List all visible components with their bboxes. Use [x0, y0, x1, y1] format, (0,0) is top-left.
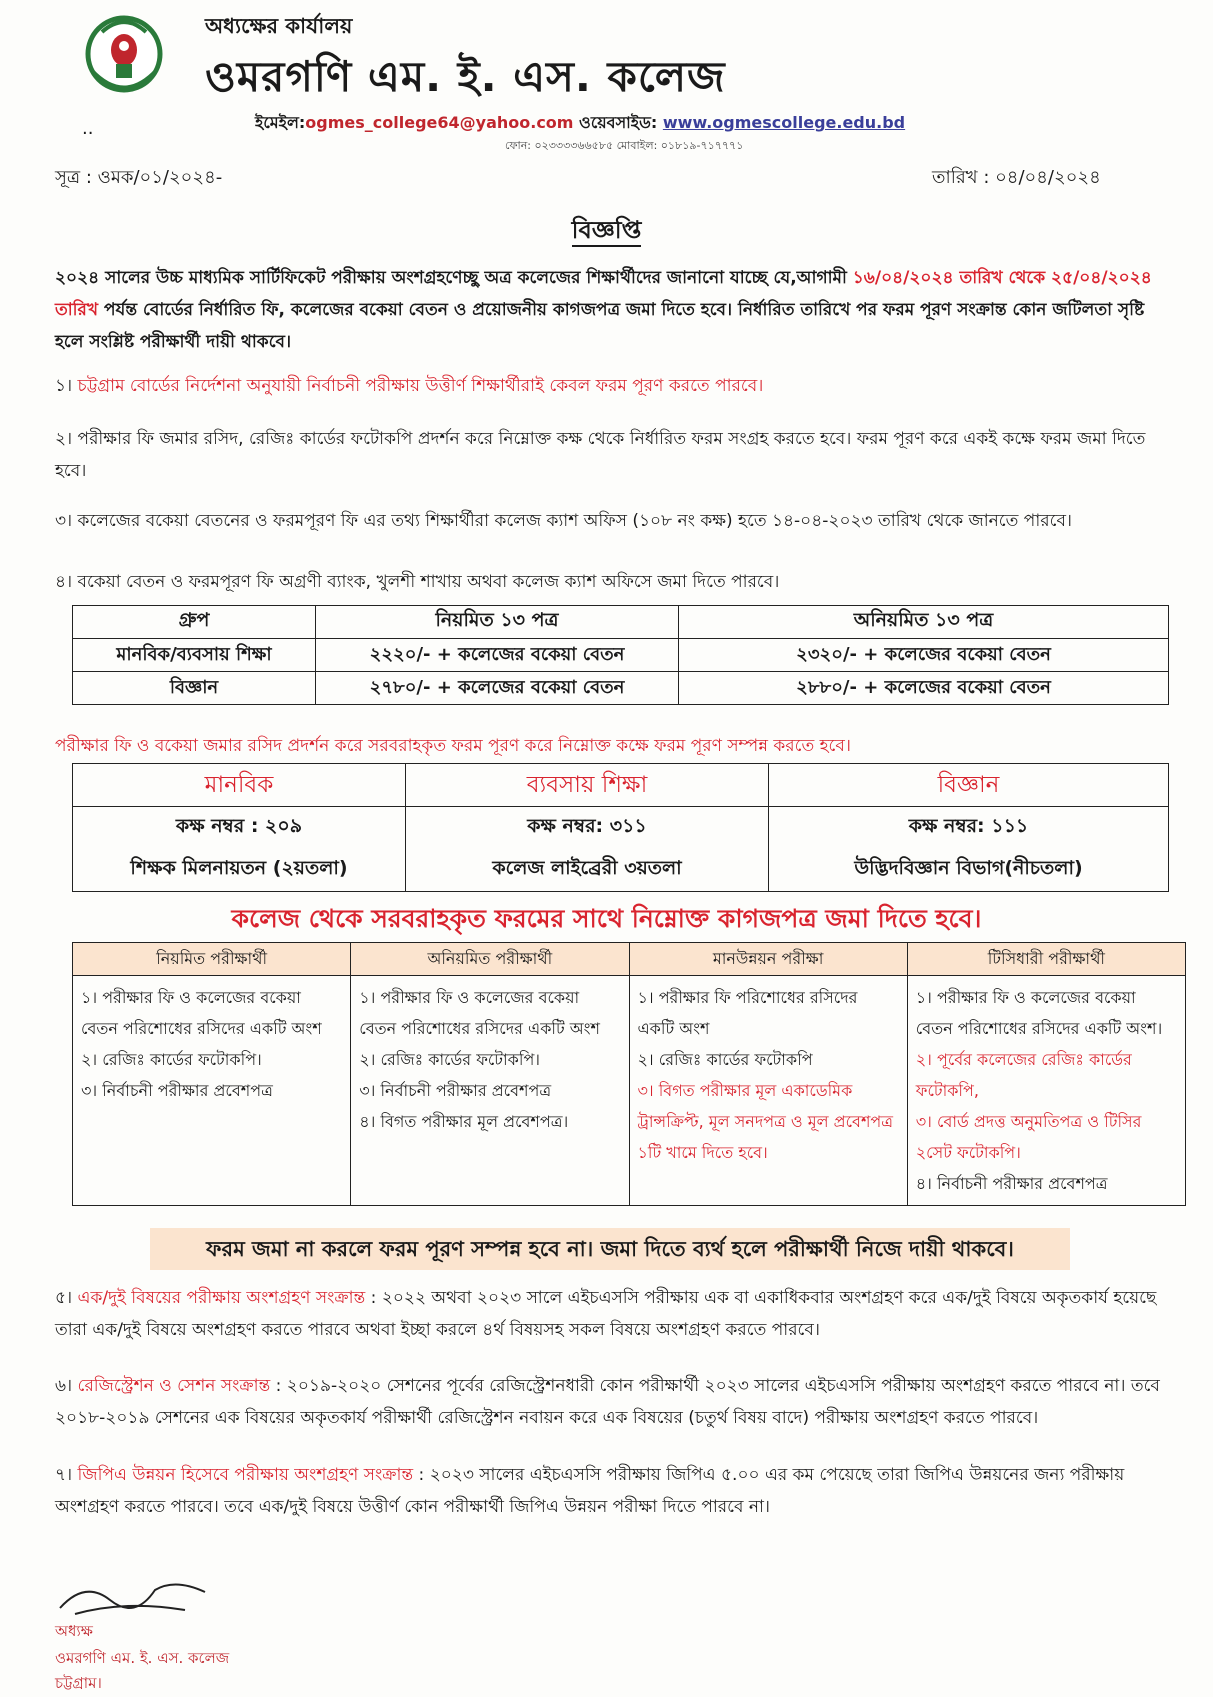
point-6-heading: রেজিস্ট্রেশন ও সেশন সংক্রান্ত — [77, 1376, 271, 1396]
list-item: ৩। নির্বাচনী পরীক্ষার প্রবেশপত্র — [359, 1081, 552, 1100]
docs-header-irregular: অনিয়মিত পরীক্ষার্থী — [351, 943, 629, 976]
list-item: ১। পরীক্ষার ফি ও কলেজের বকেয়া বেতন পরিশোধের রসিদের একটি অংশ — [81, 988, 322, 1038]
intro-dates: ১৬/০৪/২০২৪ তারিখ থেকে ২৫/০৪/২০২৪ তারিখ — [55, 268, 1152, 320]
table-row — [73, 639, 1169, 672]
fee-header-irregular: অনিয়মিত ১৩ পত্র — [679, 606, 1169, 639]
dots: .. — [82, 118, 94, 139]
point-5-text: : ২০২২ অথবা ২০২৩ সালে এইচএসসি পরীক্ষায় এক বা একাধিকবার অংশগ্রহণ করে এক/দুই বিষয়ে অকৃতকার্য হয়েছে তারা এক/দুই বিষয়ে অংশগ্রহণ করতে পারবে অথবা ইচ্ছা করলে ৪র্থ বিষয়সহ সকল বিষয়ে অংশগ্রহণ করতে পারবে। — [55, 1288, 1157, 1340]
docs-col-improvement — [629, 976, 907, 1206]
room-location: শিক্ষক মিলনায়তন (২য়তলা) — [73, 849, 406, 892]
list-item: ২। রেজিঃ কার্ডের ফটোকপি। — [81, 1050, 262, 1069]
fee-cell: ২৭৮০/- + কলেজের বকেয়া বেতন — [316, 672, 679, 705]
point-6-text: : ২০১৯-২০২০ সেশনের পূর্বের রেজিস্ট্রেশনধারী কোন পরীক্ষার্থী ২০২৩ সালের এইচএসসি পরীক্ষায় অংশগ্রহণ করতে পারবে না। তবে ২০১৮-২০১৯ সেশনের এক বিষয়ের অকৃতকার্য পরীক্ষার্থী রেজিস্ট্রেশন নবায়ন করে এক বিষয়ের (চতুর্থ বিষয় বাদে) পরীক্ষায় অংশগ্রহণ করতে পারবে। — [55, 1376, 1160, 1428]
docs-header-tc: টিসিধারী পরীক্ষার্থী — [907, 943, 1185, 976]
contact-line — [255, 110, 905, 137]
docs-col-regular — [73, 976, 351, 1206]
room-table-header — [73, 764, 1169, 807]
room-table — [72, 763, 1169, 892]
room-header-science: বিজ্ঞান — [769, 764, 1169, 807]
room-location: কলেজ লাইব্রেরী ৩য়তলা — [406, 849, 769, 892]
website-label: ওয়েবসাইড: — [579, 113, 658, 132]
fee-header-group: গ্রুপ — [73, 606, 316, 639]
email-link[interactable]: ogmes_college64@yahoo.com — [305, 113, 574, 132]
list-item: ১। পরীক্ষার ফি ও কলেজের বকেয়া বেতন পরিশোধের রসিদের একটি অংশ। — [915, 988, 1163, 1038]
list-item: ৩। নির্বাচনী পরীক্ষার প্রবেশপত্র — [81, 1081, 273, 1100]
point-1-number: ১। — [55, 376, 78, 396]
documents-heading: কলেজ থেকে সরবরাহকৃত ফরমের সাথে নিম্নোক্ত কাগজপত্র জমা দিতে হবে। — [231, 904, 982, 933]
notice-title-text: বিজ্ঞপ্তি — [572, 216, 642, 247]
table-row — [73, 849, 1169, 892]
room-location: উদ্ভিদবিজ্ঞান বিভাগ(নীচতলা) — [769, 849, 1169, 892]
reference-number: সূত্র : ওমক/০১/২০২৪- — [55, 167, 223, 188]
room-header-humanities: মানবিক — [73, 764, 406, 807]
fee-cell: ২৩২০/- + কলেজের বকেয়া বেতন — [679, 639, 1169, 672]
list-item: ৪। নির্বাচনী পরীক্ষার প্রবেশপত্র — [915, 1174, 1108, 1193]
website-link[interactable]: www.ogmescollege.edu.bd — [662, 113, 906, 132]
table-row — [73, 807, 1169, 850]
signature — [55, 1570, 215, 1620]
room-number: কক্ষ নম্বর: ৩১১ — [406, 807, 769, 850]
list-item: ২। পূর্বের কলেজের রেজিঃ কার্ডের ফটোকপি, — [915, 1050, 1132, 1100]
point-5-number: ৫। — [55, 1288, 78, 1308]
point-6 — [55, 1370, 1175, 1434]
list-item: ৩। বোর্ড প্রদত্ত অনুমতিপত্র ও টিসির ২সেট ফটোকপি। — [915, 1112, 1142, 1162]
email-label: ইমেইল: — [255, 113, 306, 132]
intro-text-c: পর্যন্ত বোর্ডের নির্ধারিত ফি, কলেজের বকেয়া বেতন ও প্রয়োজনীয় কাগজপত্র জমা দিতে হবে। নির্ধারিত তারিখে পর ফরম পূরণ সংক্রান্ত কোন জটিলতা সৃষ্টি হলে সংশ্লিষ্ট পরীক্ষার্থী দায়ী থাকবে। — [55, 300, 1145, 352]
point-6-number: ৬। — [55, 1376, 78, 1396]
documents-table-header — [73, 943, 1186, 976]
point-1-text: চট্টগ্রাম বোর্ডের নির্দেশনা অনুযায়ী নির্বাচনী পরীক্ষায় উত্তীর্ণ শিক্ষার্থীরাই কেবল ফরম পূরণ করতে পারবে। — [77, 376, 764, 396]
fee-table — [72, 605, 1169, 705]
intro-text-a: ২০২৪ সালের উচ্চ মাধ্যমিক সার্টিফিকেট পরীক্ষায় অংশগ্রহণেচ্ছু অত্র কলেজের শিক্ষার্থীদের জানানো যাচ্ছে যে,আগামী — [55, 268, 853, 288]
warning-banner: ফরম জমা না করলে ফরম পূরণ সম্পন্ন হবে না। জমা দিতে ব্যর্থ হলে পরীক্ষার্থী নিজে দায়ী থাকবে। — [150, 1228, 1070, 1270]
table-row — [73, 672, 1169, 705]
fee-table-header — [73, 606, 1169, 639]
notice-title — [0, 212, 1213, 252]
fee-cell: ২২২০/- + কলেজের বকেয়া বেতন — [316, 639, 679, 672]
list-item: ২। রেজিঃ কার্ডের ফটোকপি। — [359, 1050, 541, 1069]
signatory-city: চট্টগ্রাম। — [55, 1674, 102, 1692]
list-item: ৪। বিগত পরীক্ষার মূল প্রবেশপত্র। — [359, 1112, 569, 1131]
room-number: কক্ষ নম্বর: ১১১ — [769, 807, 1169, 850]
docs-col-irregular — [351, 976, 629, 1206]
list-item: ৩। বিগত পরীক্ষার মূল একাডেমিক ট্রান্সক্রিপ্ট, মূল সনদপত্র ও মূল প্রবেশপত্র ১টি খামে দিতে হবে। — [637, 1081, 894, 1162]
fee-header-regular: নিয়মিত ১৩ পত্র — [316, 606, 679, 639]
list-item: ২। রেজিঃ কার্ডের ফটোকপি — [637, 1050, 813, 1069]
point-2: ২। পরীক্ষার ফি জমার রসিদ, রেজিঃ কার্ডের ফটোকপি প্রদর্শন করে নিম্নোক্ত কক্ষ থেকে নির্ধারিত ফরম সংগ্রহ করতে হবে। ফরম পূরণ করে একই কক্ষে ফরম জমা দিতে হবে। — [55, 429, 1146, 481]
point-1 — [55, 370, 1175, 402]
point-7-heading: জিপিএ উন্নয়ন হিসেবে পরীক্ষায় অংশগ্রহণ সংক্রান্ত — [77, 1465, 414, 1485]
phone-line: ফোন: ০২৩৩৩৩৬৬৫৮৫ মোবাইল: ০১৮১৯-৭১৭৭৭১ — [505, 139, 744, 152]
signatory-title: অধ্যক্ষ — [55, 1622, 93, 1640]
list-item: ১। পরীক্ষার ফি ও কলেজের বকেয়া বেতন পরিশোধের রসিদের একটি অংশ — [359, 988, 600, 1038]
docs-header-regular: নিয়মিত পরীক্ষার্থী — [73, 943, 351, 976]
college-name: ওমরগণি এম. ই. এস. কলেজ — [205, 52, 726, 101]
intro-paragraph — [55, 262, 1175, 358]
table-row — [73, 976, 1186, 1206]
point-7-number: ৭। — [55, 1465, 78, 1485]
point-7 — [55, 1459, 1175, 1523]
point-4: ৪। বকেয়া বেতন ও ফরমপূরণ ফি অগ্রণী ব্যাংক, খুলশী শাখায় অথবা কলেজ ক্যাশ অফিসে জমা দিতে পারবে। — [55, 572, 780, 592]
fee-cell: মানবিক/ব্যবসায় শিক্ষা — [73, 639, 316, 672]
room-header-business: ব্যবসায় শিক্ষা — [406, 764, 769, 807]
point-5 — [55, 1282, 1175, 1346]
signatory-college: ওমরগণি এম. ই. এস. কলেজ — [55, 1649, 230, 1667]
fee-cell: ২৮৮০/- + কলেজের বকেয়া বেতন — [679, 672, 1169, 705]
point-5-heading: এক/দুই বিষয়ের পরীক্ষায় অংশগ্রহণ সংক্রান্ত — [77, 1288, 366, 1308]
docs-header-improvement: মানউন্নয়ন পরীক্ষা — [629, 943, 907, 976]
notice-date: তারিখ : ০৪/০৪/২০২৪ — [932, 167, 1101, 188]
college-logo — [82, 8, 166, 108]
documents-table — [72, 942, 1186, 1206]
office-label: অধ্যক্ষের কার্যালয় — [205, 14, 353, 38]
fee-note: পরীক্ষার ফি ও বকেয়া জমার রসিদ প্রদর্শন করে সরবরাহকৃত ফরম পূরণ করে নিম্নোক্ত কক্ষে ফরম পূরণ সম্পন্ন করতে হবে। — [55, 736, 851, 756]
list-item: ১। পরীক্ষার ফি পরিশোধের রসিদের একটি অংশ — [637, 988, 858, 1038]
fee-cell: বিজ্ঞান — [73, 672, 316, 705]
room-number: কক্ষ নম্বর : ২০৯ — [73, 807, 406, 850]
point-7-text: : ২০২৩ সালের এইচএসসি পরীক্ষায় জিপিএ ৫.০০ এর কম পেয়েছে তারা জিপিএ উন্নয়নের জন্য পরীক্ষায় অংশগ্রহণ করতে পারবে। তবে এক/দুই বিষয়ে উত্তীর্ণ কোন পরীক্ষার্থী জিপিএ উন্নয়ন পরীক্ষা দিতে পারবে না। — [55, 1465, 1125, 1517]
point-3: ৩। কলেজের বকেয়া বেতনের ও ফরমপূরণ ফি এর তথ্য শিক্ষার্থীরা কলেজ ক্যাশ অফিস (১০৮ নং কক্ষ) হতে ১৪-০৪-২০২৩ তারিখ থেকে জানতে পারবে। — [55, 511, 1072, 531]
docs-col-tc — [907, 976, 1185, 1206]
